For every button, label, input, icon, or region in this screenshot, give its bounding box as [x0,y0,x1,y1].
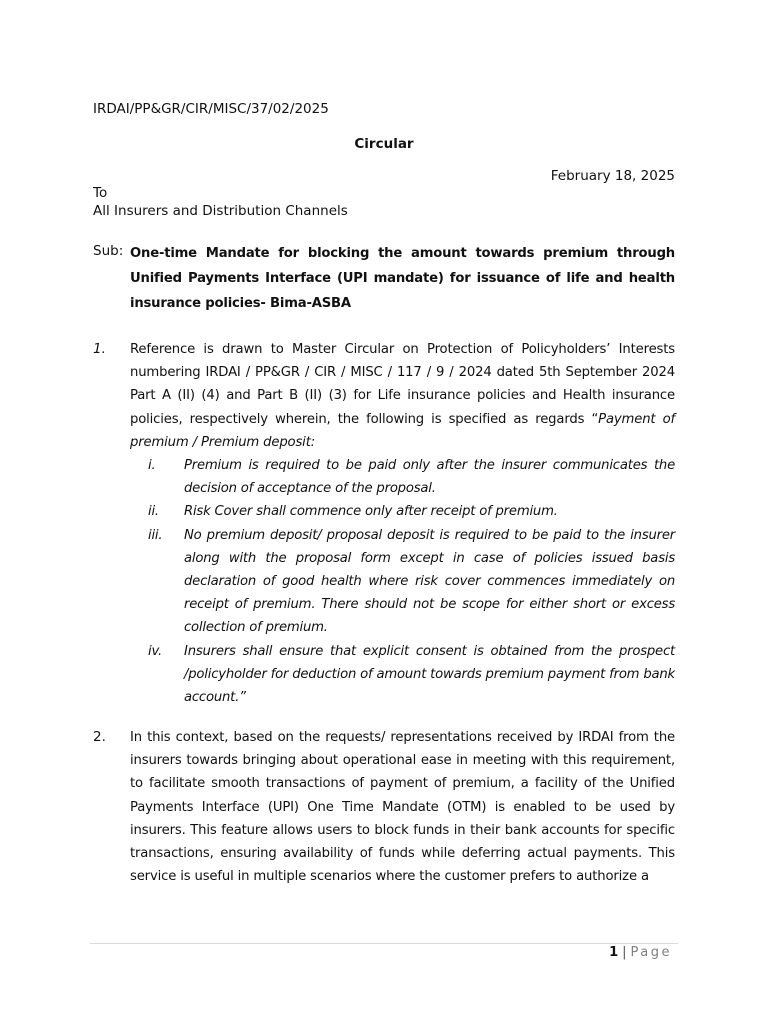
circular-date: February 18, 2025 [550,168,675,184]
footer-separator: | [622,945,627,960]
list-item-numeral: ii. [148,504,159,520]
subject-label: Sub: [93,243,124,259]
circular-reference-number: IRDAI/PP&GR/CIR/MISC/37/02/2025 [93,101,329,117]
paragraph-number-2: 2. [93,729,106,745]
paragraph-1-text: Reference is drawn to Master Circular on Protection of Policyholders’ Interests numbering IRDAI / PP&GR / CIR / MISC / 117 / 9 / 2024 dated 5th September 2024 Part A (II) (4) and Part B (II) (3) for Life insurance policies and Health insurance policies, respectively wherein, the following is specified as regards “ [130,342,675,427]
list-item-numeral: i. [148,458,156,473]
paragraph-number-1: 1. [93,341,106,357]
subject-text: One-time Mandate for blocking the amount towards premium through Unified Payments Interface (UPI mandate) for issuance of life and health insurance policies- Bima-ASBA [130,246,675,311]
list-item-numeral: iii. [148,527,163,543]
document-title [0,136,768,152]
list-item-text: Risk Cover shall commence only after receipt of premium. [184,504,558,520]
page-number: 1 [609,945,619,960]
list-item-text: Insurers shall ensure that explicit consent is obtained from the prospect /policyholder for deduction of amount towards premium payment from bank account.” [184,643,675,706]
footer-divider [90,943,678,944]
page-footer [609,945,672,960]
page-word: Page [630,945,672,960]
list-item [130,524,675,640]
list-item [130,454,675,500]
to-label: To [93,185,108,201]
to-recipients: All Insurers and Distribution Channels [93,203,348,219]
list-item-text: Premium is required to be paid only after the insurer communicates the decision of acceptance of the proposal. [184,458,675,497]
list-item-numeral: iv. [148,643,162,659]
list-item-text: No premium deposit/ proposal deposit is required to be paid to the insurer along with the proposal form except in case of policies issued basis declaration of good health where risk cover commences immediately on receipt of premium. There should not be scope for either short or excess collection of premium. [184,527,675,636]
paragraph-2: In this context, based on the requests/ representations received by IRDAI from the insurers towards bringing about operational ease in meeting with this requirement, to facilitate smooth transactions of payment of premium, a facility of the Unified Payments Interface (UPI) One Time Mandate (OTM) is enabled to be used by insurers. This feature allows users to block funds in their bank accounts for specific transactions, ensuring availability of funds while deferring actual payments. This service is useful in multiple scenarios where the customer prefers to authorize a [130,730,675,885]
paragraph-1 [130,338,675,454]
list-item [130,500,675,523]
addressee-block [93,184,348,220]
document-title-text: Circular [354,136,414,152]
list-item [130,640,675,710]
paragraph-1-emphasis: Payment of premium / Premium deposit: [130,411,675,450]
premium-rules-list [130,454,675,709]
